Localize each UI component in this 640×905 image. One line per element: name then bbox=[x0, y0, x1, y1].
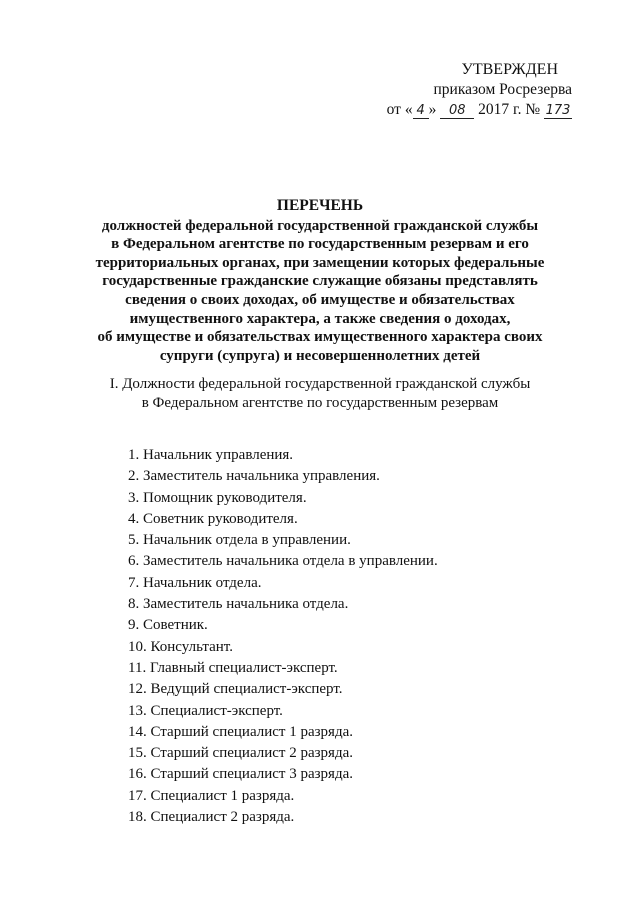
list-item: 4. Советник руководителя. bbox=[128, 510, 298, 527]
list-item: 16. Старший специалист 3 разряда. bbox=[128, 766, 353, 783]
list-item: 17. Специалист 1 разряда. bbox=[128, 787, 295, 804]
heading-line: должностей федеральной государственной гражданской службы bbox=[101, 217, 539, 234]
list-item: 9. Советник. bbox=[128, 617, 208, 634]
list-item: 5. Начальник отдела в управлении. bbox=[128, 532, 351, 549]
section-heading bbox=[70, 375, 570, 413]
list-item: 3. Помощник руководителя. bbox=[128, 489, 307, 506]
date-mid: » bbox=[428, 101, 437, 118]
positions-list bbox=[128, 445, 438, 828]
date-suffix: 2017 г. № bbox=[478, 101, 541, 118]
heading-line: об имуществе и обязательствах имущественного характера своих bbox=[97, 329, 543, 346]
date-day-handwritten: 4 bbox=[413, 104, 429, 119]
list-item: 13. Специалист-эксперт. bbox=[128, 702, 283, 719]
list-item: 12. Ведущий специалист-эксперт. bbox=[128, 681, 343, 698]
document-heading bbox=[60, 197, 580, 365]
list-item: 11. Главный специалист-эксперт. bbox=[128, 659, 338, 676]
heading-line: имущественного характера, а также сведения о доходах, bbox=[129, 310, 511, 327]
list-item: 1. Начальник управления. bbox=[128, 447, 294, 463]
date-month-handwritten: 08 bbox=[440, 104, 474, 119]
list-item: 14. Старший специалист 1 разряда. bbox=[128, 723, 353, 740]
date-prefix: от « bbox=[386, 101, 413, 118]
list-item: 18. Специалист 2 разряда. bbox=[128, 809, 295, 826]
list-item: 7. Начальник отдела. bbox=[128, 574, 262, 591]
section-heading-line: I. Должности федеральной государственной гражданской службы bbox=[109, 376, 531, 392]
list-item: 6. Заместитель начальника отдела в управлении. bbox=[128, 553, 438, 570]
approval-date-line bbox=[332, 100, 572, 120]
heading-line: сведения о своих доходах, об имуществе и обязательствах bbox=[125, 291, 515, 308]
heading-line: в Федеральном агентстве по государственным резервам и его bbox=[111, 236, 529, 253]
section-heading-line: в Федеральном агентстве по государственным резервам bbox=[141, 395, 499, 411]
approval-stamp bbox=[332, 60, 572, 120]
list-item: 10. Консультант. bbox=[128, 638, 233, 655]
heading-line: государственные гражданские служащие обязаны представлять bbox=[102, 273, 538, 290]
heading-line: территориальных органах, при замещении которых федеральные bbox=[95, 254, 545, 271]
document-title: ПЕРЕЧЕНЬ bbox=[276, 197, 364, 214]
approval-title: УТВЕРЖДЕН bbox=[461, 61, 558, 78]
heading-line: супруги (супруга) и несовершеннолетних детей bbox=[159, 347, 481, 364]
approval-order: приказом Росрезерва bbox=[433, 81, 572, 98]
order-number-handwritten: 173 bbox=[545, 103, 571, 118]
list-item: 8. Заместитель начальника отдела. bbox=[128, 596, 349, 613]
list-item: 2. Заместитель начальника управления. bbox=[128, 468, 380, 485]
list-item: 15. Старший специалист 2 разряда. bbox=[128, 745, 353, 762]
